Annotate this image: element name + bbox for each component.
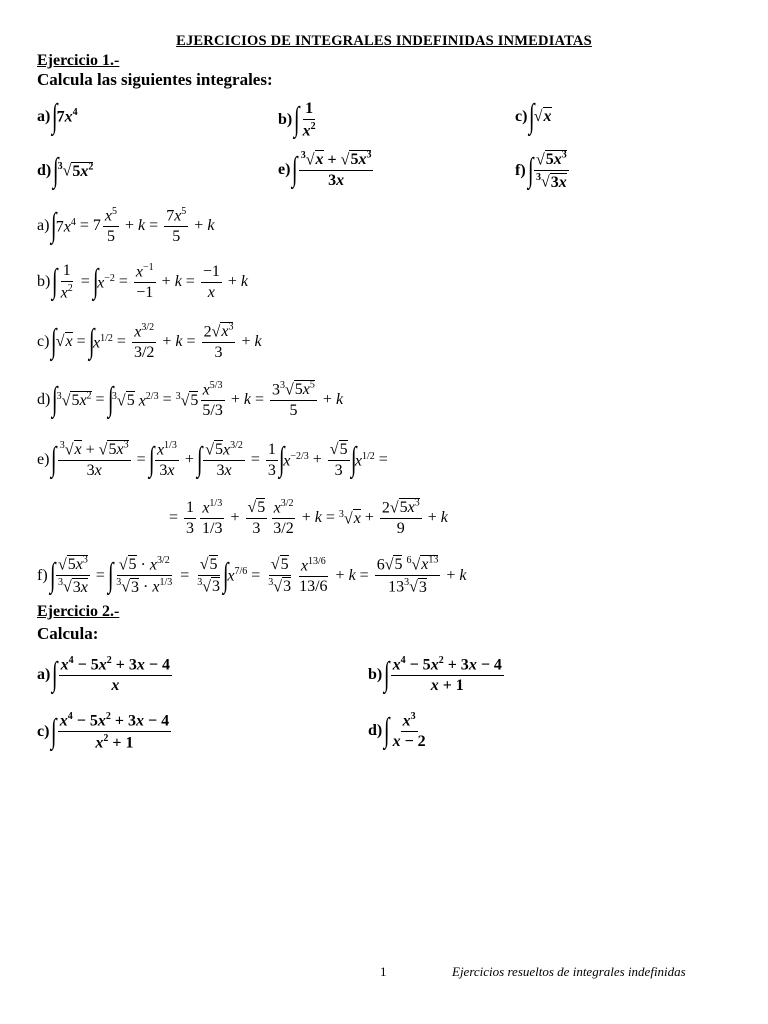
exercise-1-instruction: Calcula las siguientes integrales: (37, 70, 273, 89)
problem-1d: d) ∫ $^3√5x^2$ (37, 152, 94, 189)
problem-2d: d) ∫ $\frac{x^3}{x - 2}$ (368, 711, 426, 751)
solution-1c: c) ∫ √x = ∫ $x^{1/2}$ = $\frac{x^{3/2}}{3/2}$ + k = $\frac{2√x^3}{3}$ + k (37, 322, 262, 362)
problem-1b: b) ∫ $\frac{1}{x^2}$ (278, 100, 316, 140)
problem-1e: e) ∫ $\frac{^3√x + √5x^3}{3x}$ (278, 150, 372, 190)
problem-1f: f) ∫ $\frac{√5x^3}{^3√3x}$ (515, 150, 567, 191)
page-number: 1 (380, 964, 387, 979)
exercise-2-instruction: Calcula: (37, 624, 99, 643)
solution-1b: b) ∫ $\frac{1}{x^2}$ = ∫ $x^{-2}$ = $\frac{x^{-1}}{-1}$ + k = $\frac{-1}{x}$ + k (37, 262, 248, 302)
solution-1d: d) ∫ $^3√5x^2$ = ∫ $^3$√5 $x^{2/3}$ = $^3$√5 $\frac{x^{5/3}}{5/3}$ + k = $\frac{3^3√5x^5}{5}$ + k (37, 380, 344, 420)
solution-1a: a) ∫ $7x^4$ = 7 $\frac{x^5}{5}$ + k = $\frac{7x^5}{5}$ + k (37, 206, 215, 246)
solution-1e-line2: = $\frac{1}{3}$ $\frac{x^{1/3}}{1/3}$ + $\frac{√5}{3}$ $\frac{x^{3/2}}{3/2}$ + k = $^3$√x + $\frac{2√5x^3}{9}$ + k (169, 498, 448, 538)
problem-2c: c) ∫ $\frac{x^4 - 5x^2 + 3x - 4}{x^2 + 1}$ (37, 711, 170, 752)
problem-2b: b) ∫ $\frac{x^4 - 5x^2 + 3x - 4}{x + 1}$ (368, 655, 502, 695)
exercise-2-heading: Ejercicio 2.- (37, 603, 120, 620)
solution-1e-line1: e) ∫ $\frac{^3√x + √5x^3}{3x}$ = ∫ $\frac{x^{1/3}}{3x}$ + ∫ $\frac{√5x^{3/2}}{3x}$ = $\frac{1}{3}$ ∫ $x^{-2/3}$ + $\frac{√5}{3}$ ∫ $x^{1/2}$ = (37, 440, 388, 480)
footer-text: Ejercicios resueltos de integrales indefinidas (452, 964, 686, 979)
exercise-1-heading: Ejercicio 1.- (37, 52, 120, 69)
problem-1c: c) ∫ √x (515, 98, 552, 135)
problem-2a: a) ∫ $\frac{x^4 - 5x^2 + 3x - 4}{x}$ (37, 655, 171, 695)
problem-1a: a) ∫ $7x^4$ (37, 98, 78, 135)
page-title: EJERCICIOS DE INTEGRALES INDEFINIDAS INMEDIATAS (176, 33, 592, 49)
solution-1f: f) ∫ $\frac{√5x^3}{^3√3x}$ = ∫ $\frac{√5 \cdot x^{3/2}}{^3√3 \cdot x^{1/3}}$ = $\frac{√5}{^3√3}$ ∫ $x^{7/6}$ = $\frac{√5}{^3√3}$ $\frac{x^{13/6}}{13/6}$ + k = $\frac{6√5 ^6√x^{13}}{13^3√3}$ + k (37, 555, 467, 596)
